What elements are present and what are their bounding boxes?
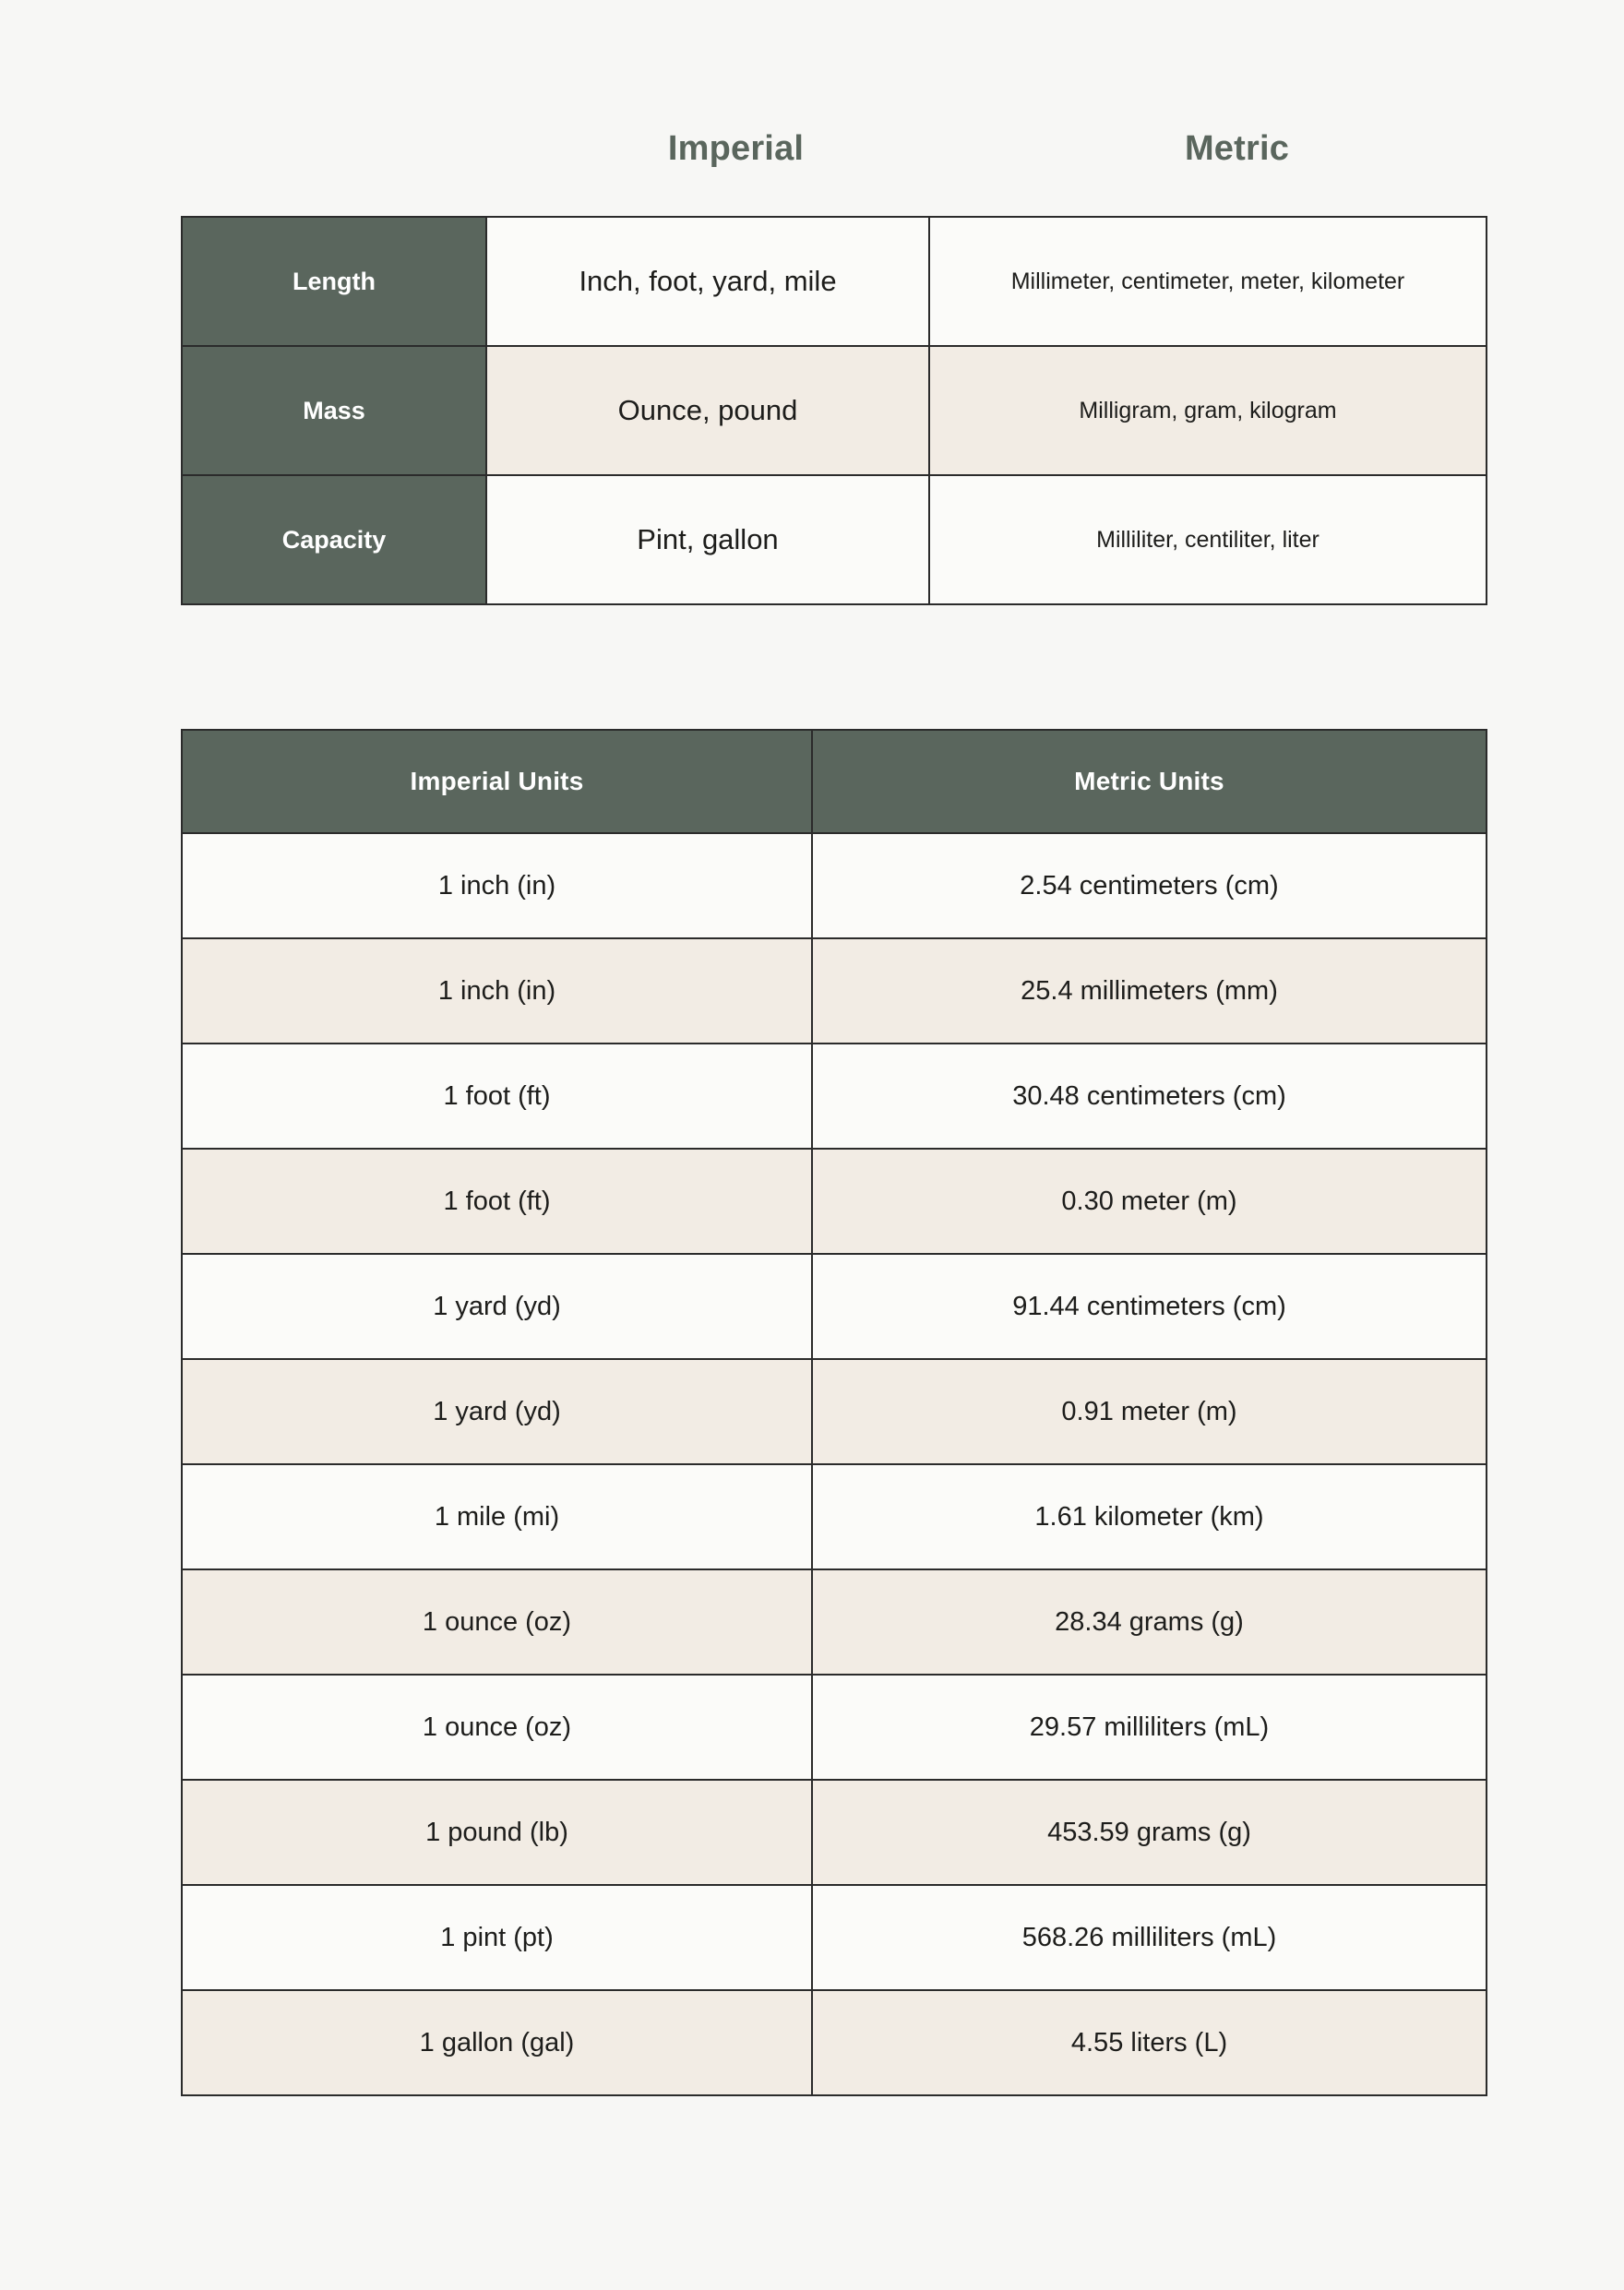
cell-imperial-mass: Ounce, pound — [486, 346, 929, 475]
top-column-headings — [181, 129, 1487, 169]
table-row — [182, 1990, 1487, 2095]
row-label-capacity: Capacity — [182, 475, 486, 604]
table-header-row — [182, 730, 1487, 833]
heading-spacer — [181, 129, 485, 169]
cell-metric: 30.48 centimeters (cm) — [812, 1044, 1487, 1149]
table-row — [182, 217, 1487, 346]
table-row — [182, 346, 1487, 475]
cell-imperial: 1 gallon (gal) — [182, 1990, 812, 2095]
conversion-table — [181, 729, 1487, 2096]
cell-metric: 0.91 meter (m) — [812, 1359, 1487, 1464]
heading-metric: Metric — [1184, 129, 1290, 168]
row-label-length: Length — [182, 217, 486, 346]
cell-metric: 29.57 milliliters (mL) — [812, 1675, 1487, 1780]
cell-imperial: 1 ounce (oz) — [182, 1569, 812, 1675]
units-overview-table — [181, 216, 1487, 605]
column-header-imperial-units: Imperial Units — [182, 730, 812, 833]
column-header-metric-units: Metric Units — [812, 730, 1487, 833]
table-row — [182, 475, 1487, 604]
cell-metric: 25.4 millimeters (mm) — [812, 938, 1487, 1044]
cell-imperial: 1 foot (ft) — [182, 1044, 812, 1149]
cell-metric: 1.61 kilometer (km) — [812, 1464, 1487, 1569]
table-row — [182, 1044, 1487, 1149]
cell-metric-mass: Milligram, gram, kilogram — [929, 346, 1487, 475]
cell-imperial: 1 pound (lb) — [182, 1780, 812, 1885]
cell-imperial-length: Inch, foot, yard, mile — [486, 217, 929, 346]
cell-metric-capacity: Milliliter, centiliter, liter — [929, 475, 1487, 604]
cell-metric: 2.54 centimeters (cm) — [812, 833, 1487, 938]
table-row — [182, 938, 1487, 1044]
table-row — [182, 1359, 1487, 1464]
cell-imperial: 1 mile (mi) — [182, 1464, 812, 1569]
table-row — [182, 1464, 1487, 1569]
table-row — [182, 833, 1487, 938]
cell-metric: 0.30 meter (m) — [812, 1149, 1487, 1254]
cell-imperial: 1 inch (in) — [182, 938, 812, 1044]
cell-imperial: 1 inch (in) — [182, 833, 812, 938]
table-row — [182, 1569, 1487, 1675]
cell-imperial: 1 pint (pt) — [182, 1885, 812, 1990]
cell-metric: 28.34 grams (g) — [812, 1569, 1487, 1675]
cell-imperial: 1 ounce (oz) — [182, 1675, 812, 1780]
cell-imperial: 1 foot (ft) — [182, 1149, 812, 1254]
cell-metric: 4.55 liters (L) — [812, 1990, 1487, 2095]
table-row — [182, 1885, 1487, 1990]
cell-metric: 453.59 grams (g) — [812, 1780, 1487, 1885]
table-row — [182, 1675, 1487, 1780]
cell-metric-length: Millimeter, centimeter, meter, kilometer — [929, 217, 1487, 346]
table-row — [182, 1149, 1487, 1254]
cell-imperial: 1 yard (yd) — [182, 1359, 812, 1464]
heading-imperial: Imperial — [667, 129, 805, 168]
cell-imperial: 1 yard (yd) — [182, 1254, 812, 1359]
table-row — [182, 1780, 1487, 1885]
cell-metric: 568.26 milliliters (mL) — [812, 1885, 1487, 1990]
cell-imperial-capacity: Pint, gallon — [486, 475, 929, 604]
row-label-mass: Mass — [182, 346, 486, 475]
cell-metric: 91.44 centimeters (cm) — [812, 1254, 1487, 1359]
table-row — [182, 1254, 1487, 1359]
